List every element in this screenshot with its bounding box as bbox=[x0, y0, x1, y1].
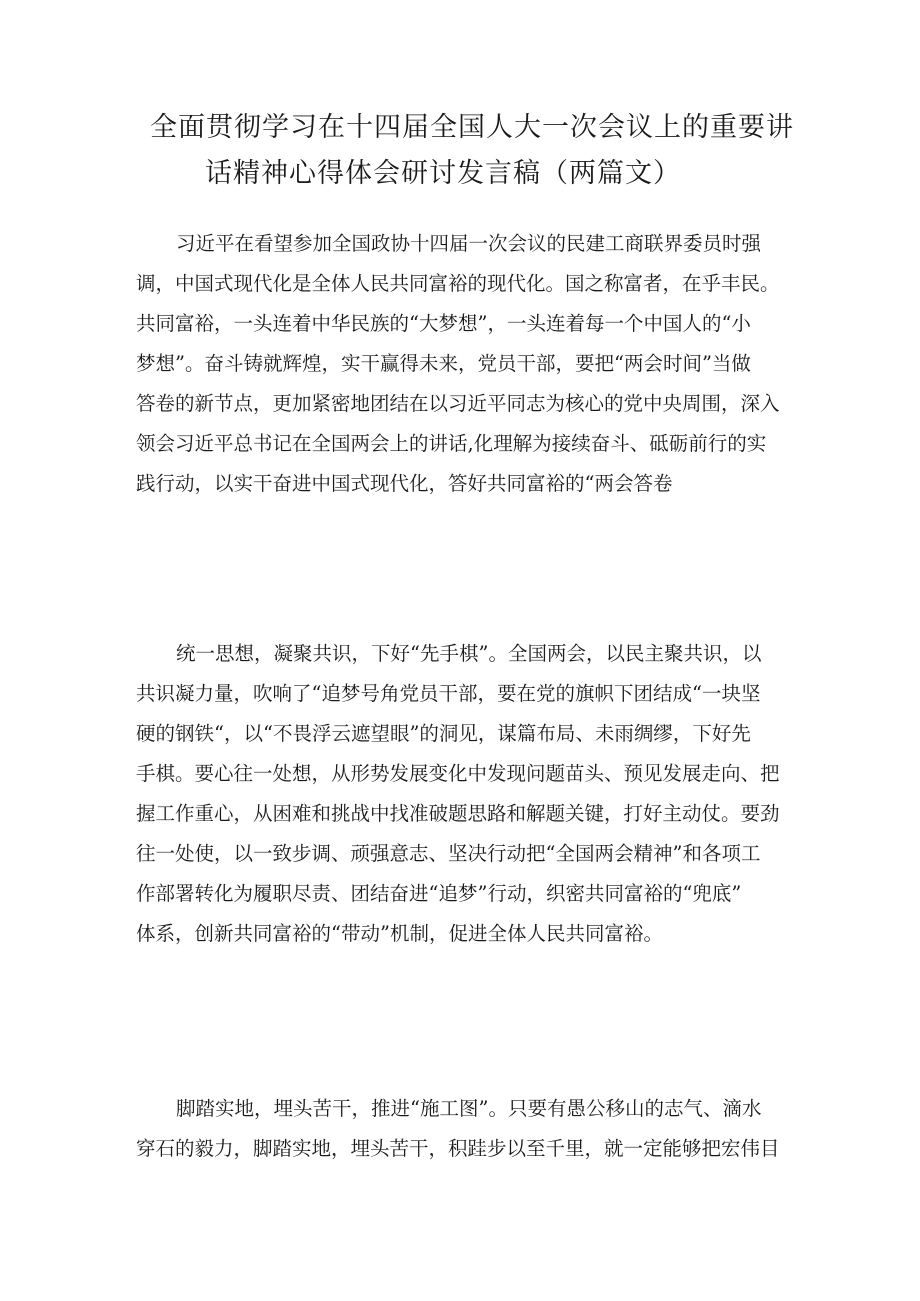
paragraph-1 bbox=[136, 224, 796, 504]
paragraph-line: 共识凝力量，吹响了“追梦号角党员干部，要在党的旗帜下团结成“一块坚 bbox=[136, 682, 761, 705]
document-title-line-1: 全面贯彻学习在十四届全国人大一次会议上的重要讲 bbox=[150, 112, 794, 143]
paragraph-line: 领会习近平总书记在全国两会上的讲话,化理解为接续奋斗、砥砺前行的实 bbox=[136, 432, 767, 455]
paragraph-line: 答卷的新节点，更加紧密地团结在以习近平同志为核心的党中央周围，深入 bbox=[136, 392, 780, 415]
paragraph-line: 梦想”。奋斗铸就辉煌，实干赢得未来，党员干部，要把“两会时间”当做 bbox=[136, 352, 751, 375]
paragraph-line: 脚踏实地，埋头苦干，推进“施工图”。只要有愚公移山的志气、滴水 bbox=[176, 1097, 762, 1120]
document-title-line-2: 话精神心得体会研讨发言稿（两篇文） bbox=[205, 158, 681, 189]
paragraph-line: 握工作重心，从困难和挑战中找准破题思路和解题关键，打好主动仗。要劲 bbox=[136, 802, 780, 825]
paragraph-line: 作部署转化为履职尽责、团结奋进“追梦”行动，织密共同富裕的“兜底” bbox=[136, 882, 742, 905]
paragraph-line: 往一处使，以一致步调、顽强意志、坚决行动把“全国两会精神”和各项工 bbox=[136, 842, 761, 865]
paragraph-line: 硬的钢铁“，以“不畏浮云遮望眼”的洞见，谋篇布局、未雨绸缪，下好先 bbox=[136, 722, 751, 745]
paragraph-line: 习近平在看望参加全国政协十四届一次会议的民建工商联界委员时强 bbox=[176, 232, 762, 255]
paragraph-2 bbox=[136, 634, 796, 954]
paragraph-line: 体系，创新共同富裕的“带动”机制，促进全体人民共同富裕。 bbox=[136, 922, 663, 945]
paragraph-3 bbox=[136, 1089, 796, 1169]
paragraph-line: 调，中国式现代化是全体人民共同富裕的现代化。国之称富者，在乎丰民。 bbox=[136, 272, 780, 295]
paragraph-line: 统一思想，凝聚共识，下好“先手棋”。全国两会，以民主聚共识，以 bbox=[176, 642, 762, 665]
paragraph-line: 共同富裕，一头连着中华民族的“大梦想”，一头连着每一个中国人的“小 bbox=[136, 312, 751, 335]
paragraph-line: 手棋。要心往一处想，从形势发展变化中发现问题苗头、预见发展走向、把 bbox=[136, 762, 780, 785]
paragraph-line: 践行动，以实干奋进中国式现代化，答好共同富裕的“两会答卷 bbox=[136, 472, 673, 495]
paragraph-line: 穿石的毅力，脚踏实地，埋头苦干，积跬步以至千里，就一定能够把宏伟目 bbox=[136, 1137, 780, 1160]
